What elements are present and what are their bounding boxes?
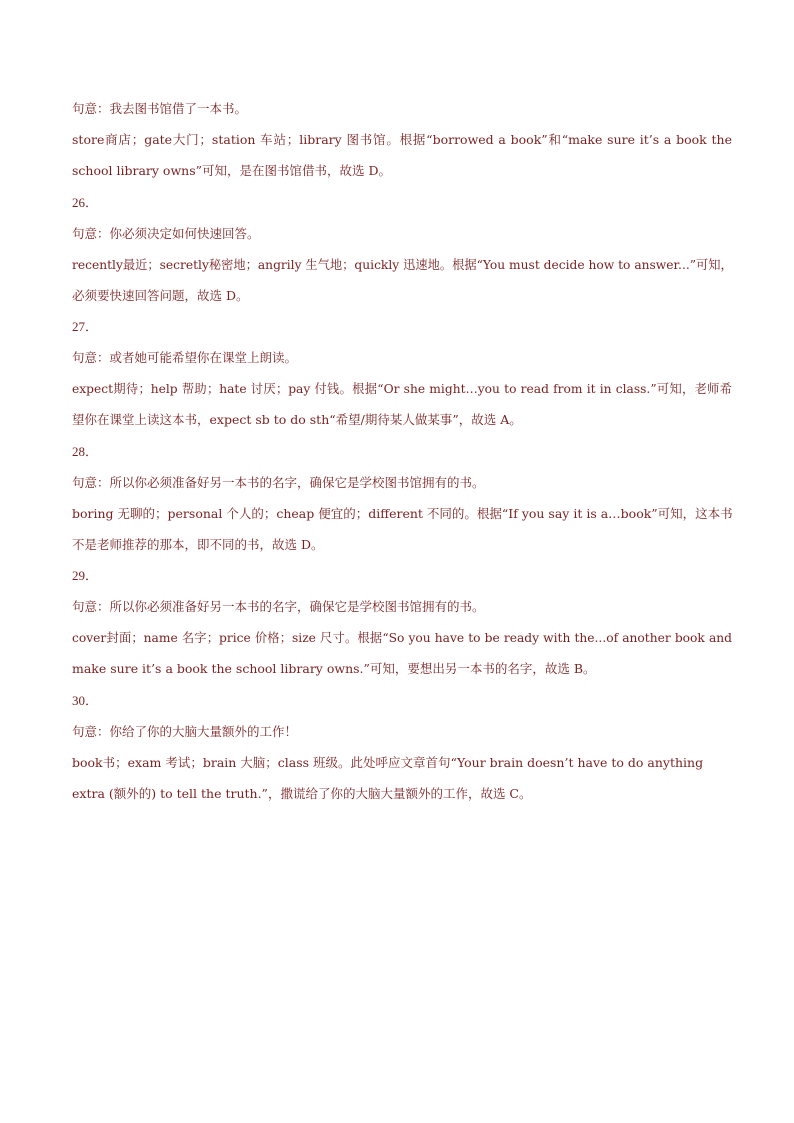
explanation-line: expect期待；help 帮助；hate 讨厌；pay 付钱。根据“Or she might…you to read from it in class.”可知，老师希: [72, 382, 732, 396]
explanation-line: recently最近；secretly秘密地；angrily 生气地；quickly 迅速地。根据“You must decide how to answer...”可知，: [72, 258, 733, 272]
question-number: 27．: [72, 319, 99, 334]
translation-line: 句意：或者她可能希望你在课堂上朗读。: [72, 350, 298, 365]
question-number: 28．: [72, 444, 99, 459]
explanation-line: extra (额外的) to tell the truth.”，撒谎给了你的大脑大量额外的工作，故选 C。: [72, 786, 532, 801]
explanation-line: boring 无聊的；personal 个人的；cheap 便宜的；different 不同的。根据“If you say it is a…book”可知，这本书: [72, 506, 733, 521]
translation-line: 句意：你必须决定如何快速回答。: [72, 226, 260, 241]
translation-line: 句意：我去图书馆借了一本书。: [72, 101, 248, 116]
explanation-line: make sure it’s a book the school library owns.”可知，要想出另一本书的名字，故选 B。: [72, 661, 596, 676]
translation-line: 句意：你给了你的大脑大量额外的工作！: [72, 724, 298, 739]
explanation-line: 必须要快速回答问题，故选 D。: [72, 288, 249, 303]
question-number: 30．: [72, 693, 99, 708]
explanation-line: book书；exam 考试；brain 大脑；class 班级。此处呼应文章首句“Your brain doesn’t have to do anything: [72, 755, 704, 770]
question-number: 29．: [72, 568, 99, 583]
question-number: 26．: [72, 195, 99, 210]
explanation-line: 望你在课堂上读这本书，expect sb to do sth“希望/期待某人做某事”，故选 A。: [72, 412, 522, 427]
translation-line: 句意：所以你必须准备好另一本书的名字，确保它是学校图书馆拥有的书。: [72, 599, 485, 614]
explanation-line: cover封面；name 名字；price 价格；size 尺寸。根据“So you have to be ready with the...of another book and: [72, 631, 732, 645]
explanation-line: store商店；gate大门；station 车站；library 图书馆。根据“borrowed a book”和“make sure it’s a book the: [72, 132, 732, 147]
translation-line: 句意：所以你必须准备好另一本书的名字，确保它是学校图书馆拥有的书。: [72, 475, 485, 490]
explanation-line: school library owns”可知，是在图书馆借书，故选 D。: [72, 163, 392, 178]
explanation-line: 不是老师推荐的那本，即不同的书，故选 D。: [72, 537, 324, 552]
